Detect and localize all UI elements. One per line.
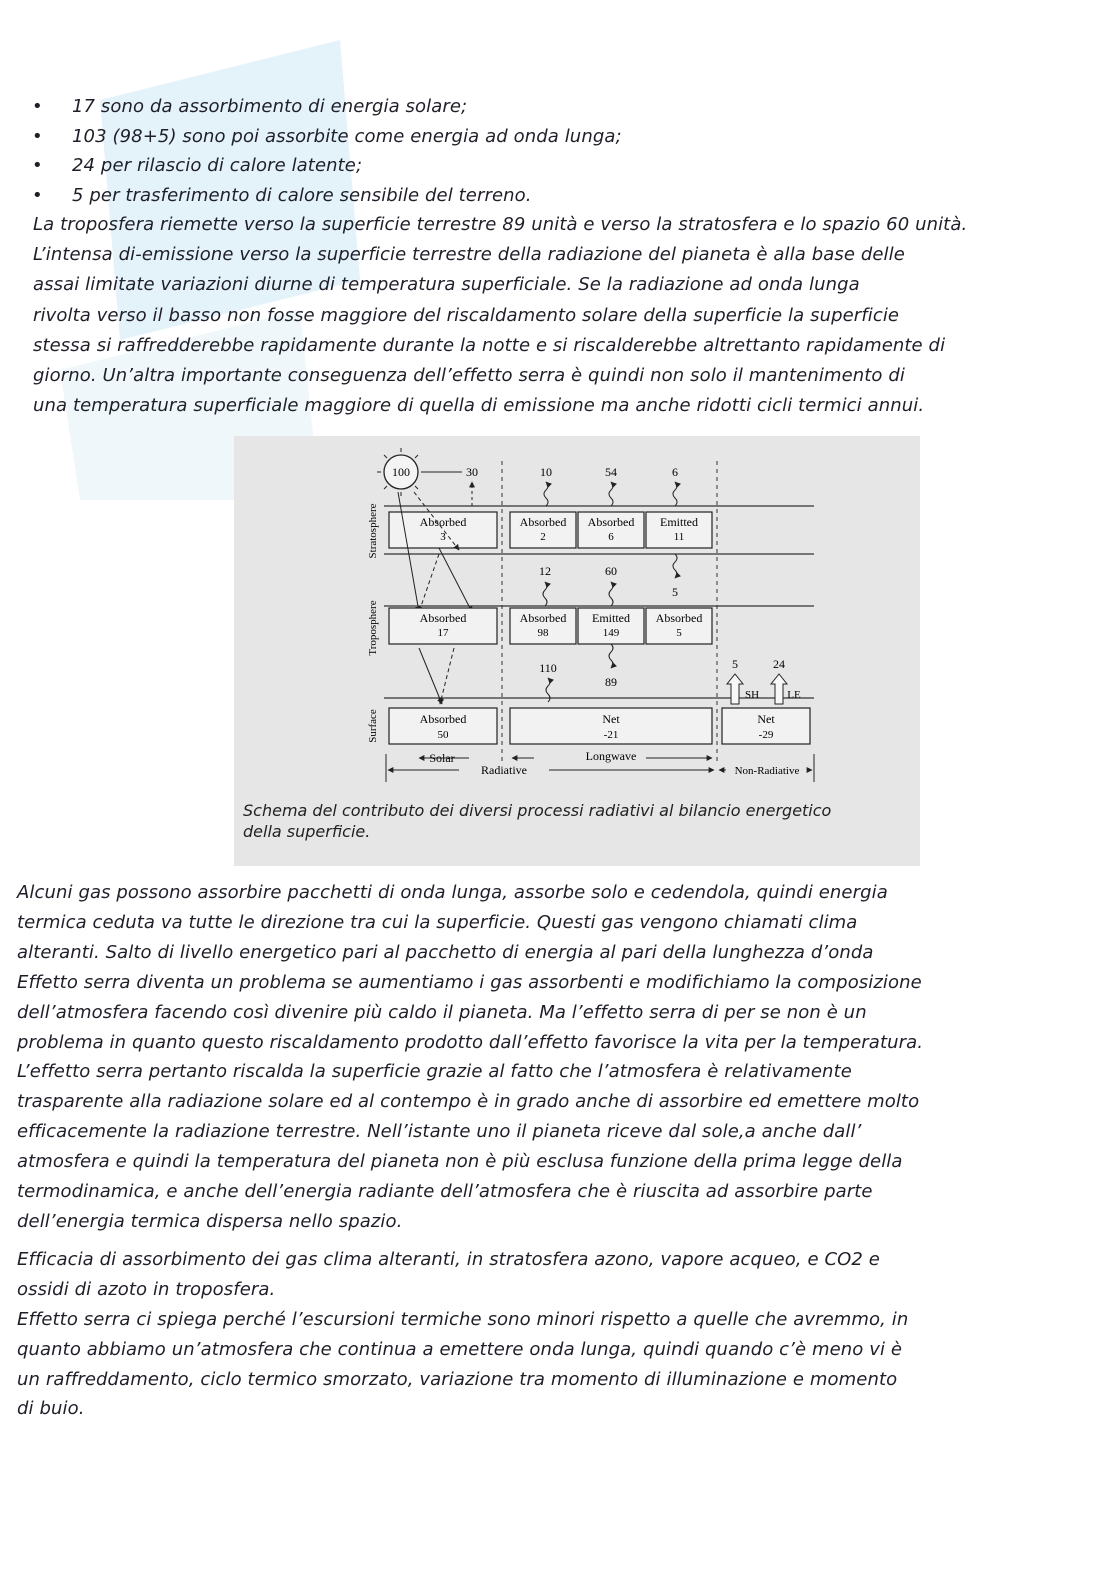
nonradiative-label: Non-Radiative [734,765,800,777]
wavy-arrow-54 [609,482,613,506]
longwave-label: Longwave [585,749,637,763]
strat-box-label: Absorbed [419,515,467,529]
paragraph-thermal-excursions: Effetto serra ci spiega perché l’escursioni termiche sono minori rispetto a quelle che avremmo, in quanto abbiamo un’atmosfera che continua a emettere onda lunga, quindi quando c’è meno vi è un raffreddamento, ciclo termico smorzato, variazione tra momento di illuminazione e momento di buio. [17,1308,909,1420]
wavy-arrow-12 [543,582,547,606]
bullet-item: • 5 per trasferimento di calore sensibile del terreno. [32,184,532,206]
energy-balance-diagram [234,436,920,796]
latent-heat-arrow [771,674,787,704]
space-value-54: 54 [605,465,617,479]
low-value-24: 24 [773,657,785,671]
reflected-value: 30 [466,465,478,479]
mid-value-60: 60 [605,564,617,578]
strat-box-label: Absorbed [587,515,635,529]
mid-value-12: 12 [539,564,551,578]
trop-box-value: 17 [437,627,449,639]
trop-box-label: Absorbed [655,611,703,625]
wavy-arrow-6 [673,482,677,506]
wavy-arrow-10 [544,482,548,506]
low-value-89: 89 [605,675,617,689]
sh-label: SH [744,689,760,701]
trop-box-label: Absorbed [519,611,567,625]
solar-arrow-surface-dashed [440,648,454,704]
trop-box-label: Emitted [592,611,630,625]
surf-box-label: Net [602,712,620,726]
strat-box-value: 6 [608,531,614,543]
strat-box-value: 11 [673,531,685,543]
body-text [17,878,1102,1424]
wavy-arrow-60 [609,582,613,606]
surf-box-value: -21 [603,729,619,741]
wavy-arrow-down-89 [609,644,613,668]
strat-box-value: 2 [540,531,546,543]
layer-label-surface: Surface [367,709,379,743]
trop-box-value: 5 [676,627,682,639]
layer-label-stratosphere: Stratosphere [367,503,379,559]
wavy-arrow-down-5 [673,554,677,578]
bullet-list [28,92,1098,210]
bullet-item: • 17 sono da assorbimento di energia solare; [32,96,468,117]
mid-value-5: 5 [672,585,678,599]
sun-value: 100 [392,465,410,479]
paragraph-climate-gases: Alcuni gas possono assorbire pacchetti di onda lunga, assorbe solo e cedendola, quindi energia termica ceduta va tutte le direzione tra cui la superficie. Questi gas vengono chiamati clima alteranti. Salto di livello energetico pari al pacchetto di energia al pari della lunghezza d’onda Effetto serra diventa un problema se aumentiamo i gas assorbenti e modifichiamo la composizione dell’atmosfera facendo così divenire più caldo il pianeta. Ma l’effetto serra di per se non è un problema in quanto questo riscaldamento prodotto dall’effetto favorisce la vita per la temperatura. L’effetto serra pertanto riscalda la superficie grazie al fatto che l’atmosfera è relativamente trasparente alla radiazione solare ed al contempo è in grado anche di assorbire ed emettere molto efficacemente la radiazione terrestre. Nell’istante uno il pianeta riceve dal sole,a anche dall’ atmosfera e quindi la temperatura del pianeta non è più esclusa funzione della prima legge della termodinamica, e anche dell’energia radiante dell’atmosfera che è riuscita ad assorbire parte dell’energia termica dispersa nello spazio. [17,882,924,1232]
solar-arrow [398,492,419,612]
surf-box-value: 50 [437,729,449,741]
solar-arrow [439,548,472,612]
space-value-10: 10 [540,465,552,479]
radiative-label: Radiative [481,763,527,777]
figure-caption: Schema del contributo dei diversi processi radiativi al bilancio energetico della superficie. [243,801,832,841]
surf-box-label: Net [757,712,775,726]
paragraph-troposphere: La troposfera riemette verso la superficie terrestre 89 unità e verso la stratosfera e lo spazio 60 unità. L’intensa di-emissione verso la superficie terrestre della radiazione del pianeta è alla base delle assai limitate variazioni diurne di temperatura superficiale. Se la radiazione ad onda lunga rivolta verso il basso non fosse maggiore del riscaldamento solare della superficie la superficie stessa si raffredderebbe rapidamente durante la notte e si riscalderebbe altrettanto rapidamente di giorno. Un’altra importante conseguenza dell’effetto serra è quindi non solo il mantenimento di una temperatura superficiale maggiore di quella di emissione ma anche ridotti cicli termici annui. [33,214,968,417]
strat-box-label: Emitted [660,515,698,529]
low-value-5: 5 [732,657,738,671]
trop-box-label: Absorbed [419,611,467,625]
bullet-item: • 24 per rilascio di calore latente; [32,155,363,177]
le-label: LE [787,689,801,701]
trop-box-value: 149 [602,627,620,639]
space-value-6: 6 [672,465,678,479]
energy-balance-figure [234,436,920,866]
layer-label-troposphere: Troposphere [367,600,379,656]
bullet-item: • 103 (98+5) sono poi assorbite come energia ad onda lunga; [32,125,622,147]
paragraph-absorption-efficacy: Efficacia di assorbimento dei gas clima alteranti, in stratosfera azono, vapore acqueo, e CO2 e ossidi di azoto in troposfera. [17,1248,880,1300]
solar-arrow-dashed [419,554,439,612]
low-value-110: 110 [539,661,557,675]
strat-box-value: 3 [440,531,446,543]
surf-box-label: Absorbed [419,712,467,726]
solar-label: Solar [429,751,455,765]
surf-box-value: -29 [758,729,774,741]
trop-box-value: 98 [537,627,549,639]
solar-arrow-surface [419,648,442,704]
sensible-heat-arrow [727,674,743,704]
strat-box-label: Absorbed [519,515,567,529]
